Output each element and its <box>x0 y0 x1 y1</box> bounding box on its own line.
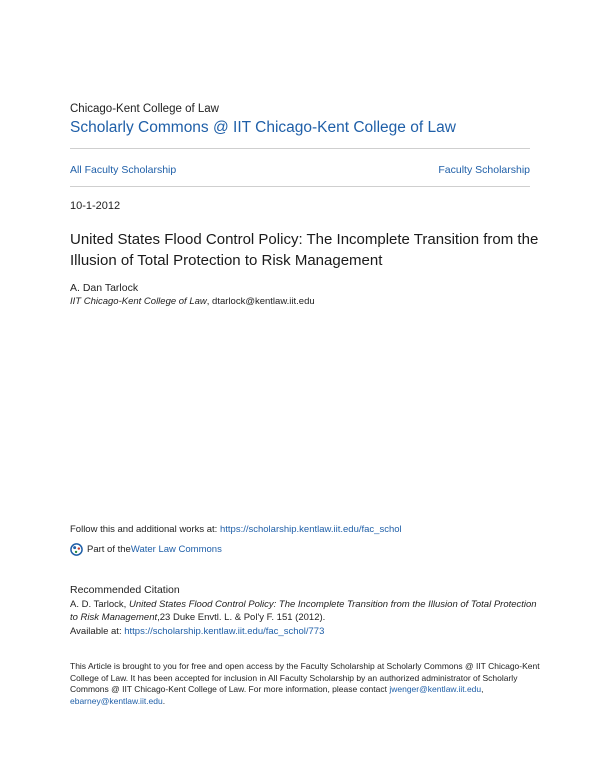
author-name: A. Dan Tarlock <box>70 282 139 294</box>
footer-end: . <box>162 695 166 706</box>
commons-title-link[interactable]: Scholarly Commons @ IIT Chicago-Kent College of Law <box>70 119 456 136</box>
water-law-commons-link[interactable]: Water Law Commons <box>130 544 222 555</box>
top-divider <box>70 148 530 149</box>
contact-email-1[interactable]: jwenger@kentlaw.iit.edu <box>389 684 482 694</box>
article-title: United States Flood Control Policy: The Incomplete Transition from the Illusion of Total Protection to Risk Management <box>70 231 539 269</box>
all-faculty-scholarship-link[interactable]: All Faculty Scholarship <box>70 164 177 176</box>
citation-author: A. D. Tarlock, <box>70 599 129 610</box>
part-of-line <box>70 543 222 556</box>
available-url-link[interactable]: https://scholarship.kentlaw.iit.edu/fac_schol/773 <box>124 626 325 637</box>
affiliation-name: IIT Chicago-Kent College of Law <box>70 296 207 307</box>
author-email: , dtarlock@kentlaw.iit.edu <box>206 296 315 307</box>
publication-date: 10-1-2012 <box>70 200 121 212</box>
available-at-line <box>70 626 324 637</box>
footer-separator: , <box>481 684 484 694</box>
bottom-divider <box>70 186 530 187</box>
follow-prefix: Follow this and additional works at: <box>70 524 220 535</box>
institution-name: Chicago-Kent College of Law <box>70 103 219 115</box>
citation-text <box>70 598 540 624</box>
available-prefix: Available at: <box>70 626 125 637</box>
part-of-prefix: Part of the <box>87 544 131 555</box>
follow-url-link[interactable]: https://scholarship.kentlaw.iit.edu/fac_schol <box>219 524 402 535</box>
footer-note <box>70 661 540 707</box>
recommended-citation-heading: Recommended Citation <box>70 584 180 596</box>
follow-line <box>70 524 402 535</box>
author-affiliation <box>70 296 315 307</box>
commons-network-icon <box>70 543 83 556</box>
footer-text: This Article is brought to you for free and open access by the Faculty Scholarship at Scholarly Commons @ IIT Chicago-Kent College of Law. It has been accepted for inclusion in All Faculty Scholarship by an authorized administrator of Scholarly Commons @ IIT Chicago-Kent College of Law. For more information, please contact <box>70 661 540 694</box>
citation-rest: ,23 Duke Envtl. L. & Pol'y F. 151 (2012). <box>157 612 326 623</box>
contact-email-2[interactable]: ebarney@kentlaw.iit.edu <box>70 695 163 706</box>
citation-title: United States Flood Control Policy: The Incomplete Transition from the Illusion of Total Protection to Risk Management <box>70 599 537 623</box>
faculty-scholarship-link[interactable]: Faculty Scholarship <box>438 164 530 176</box>
